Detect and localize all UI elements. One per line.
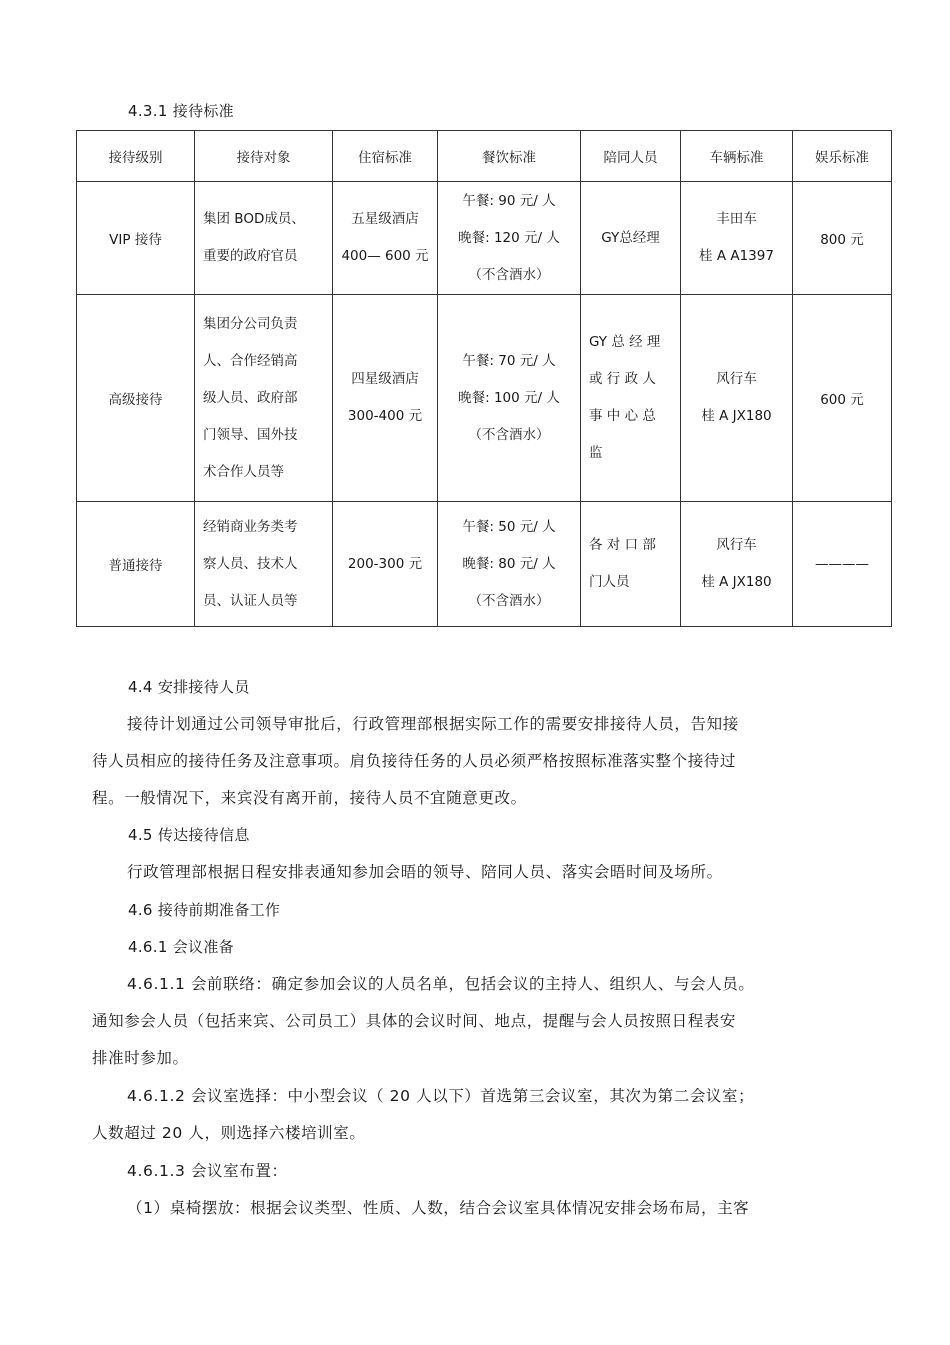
target-line: 重要的政府官员 <box>203 248 298 264</box>
cell-escort <box>581 182 681 295</box>
target-line: 术合作人员等 <box>203 463 284 480</box>
dining-line: （不含酒水） <box>468 426 550 443</box>
cell-level: 高级接待 <box>77 295 195 502</box>
dining-line: 晚餐: 80 元/ 人 <box>462 555 556 572</box>
vehicle-line: 桂 A JX180 <box>701 408 772 424</box>
escort-line: 门人员 <box>589 574 630 590</box>
cell-vehicle <box>681 182 793 295</box>
escort-line: 事 中 心 总 <box>589 408 656 424</box>
cell-level: 普通接待 <box>77 502 195 627</box>
cell-escort <box>581 295 681 502</box>
lodging-line: 200-300 元 <box>347 555 423 572</box>
vehicle-line: 风行车 <box>716 371 757 387</box>
header-dining: 餐饮标准 <box>438 131 581 182</box>
escort-line: GY 总 经 理 <box>589 334 661 350</box>
paragraph-4-6-1-2 <box>92 1078 832 1152</box>
paragraph-line: 接待计划通过公司领导审批后，行政管理部根据实际工作的需要安排接待人员，告知接 <box>127 715 739 733</box>
cell-target <box>195 502 333 627</box>
cell-entertainment: 800 元 <box>793 182 892 295</box>
header-target: 接待对象 <box>195 131 333 182</box>
dining-line: 午餐: 70 元/ 人 <box>462 352 556 369</box>
paragraph-line: 程。一般情况下，来宾没有离开前，接待人员不宜随意更改。 <box>92 789 527 807</box>
paragraph-4-6-1-1 <box>92 966 832 1077</box>
lodging-line: 五星级酒店 <box>351 211 419 227</box>
section-heading-4-4: 4.4 安排接待人员 <box>128 678 250 696</box>
lodging-line: 400— 600 元 <box>341 248 429 264</box>
paragraph-4-6-1-3-item-1 <box>92 1190 832 1227</box>
cell-target <box>195 182 333 295</box>
header-level: 接待级别 <box>77 131 195 182</box>
target-line: 门领导、国外技 <box>203 426 298 443</box>
dining-line: 午餐: 90 元/ 人 <box>462 192 556 209</box>
cell-level: VIP 接待 <box>77 182 195 295</box>
dining-line: 午餐: 50 元/ 人 <box>462 518 556 535</box>
lodging-line: 300-400 元 <box>347 408 423 424</box>
vehicle-line: 风行车 <box>716 537 757 553</box>
vehicle-line: 桂 A JX180 <box>701 574 772 590</box>
vehicle-line: 桂 A A1397 <box>699 248 774 264</box>
cell-vehicle <box>681 502 793 627</box>
target-line: 员、认证人员等 <box>203 592 298 609</box>
header-vehicle: 车辆标准 <box>681 131 793 182</box>
paragraph-line: 人数超过 20 人，则选择六楼培训室。 <box>92 1124 366 1142</box>
dining-line: （不含酒水） <box>468 592 550 609</box>
header-lodging: 住宿标准 <box>333 131 438 182</box>
table-row <box>77 182 892 295</box>
paragraph-4-4 <box>92 706 832 817</box>
table-row <box>77 502 892 627</box>
escort-line: 各 对 口 部 <box>589 537 656 553</box>
cell-lodging <box>333 502 438 627</box>
target-line: 级人员、政府部 <box>203 389 298 406</box>
cell-dining <box>438 182 581 295</box>
dining-line: 晚餐: 100 元/ 人 <box>458 389 560 406</box>
section-heading-4-6: 4.6 接待前期准备工作 <box>128 901 281 919</box>
vehicle-line: 丰田车 <box>716 211 757 227</box>
paragraph-line: 行政管理部根据日程安排表通知参加会晤的领导、陪同人员、落实会晤时间及场所。 <box>127 863 723 881</box>
escort-line: GY总经理 <box>601 229 660 246</box>
cell-target <box>195 295 333 502</box>
table-row <box>77 295 892 502</box>
lodging-line: 四星级酒店 <box>351 371 419 387</box>
paragraph-4-6-1-3 <box>92 1153 832 1190</box>
paragraph-line: 4.6.1.2 会议室选择：中小型会议（ 20 人以下）首选第三会议室，其次为第二会议室； <box>127 1087 755 1105</box>
section-heading-4-5: 4.5 传达接待信息 <box>128 826 250 844</box>
cell-entertainment: 600 元 <box>793 295 892 502</box>
reception-standard-table <box>76 130 892 627</box>
header-entertainment: 娱乐标准 <box>793 131 892 182</box>
escort-line: 监 <box>589 445 603 461</box>
paragraph-line: 4.6.1.1 会前联络：确定参加会议的人员名单，包括会议的主持人、组织人、与会人员。 <box>127 975 755 993</box>
cell-dining <box>438 502 581 627</box>
paragraph-line: 4.6.1.3 会议室布置： <box>127 1162 288 1180</box>
header-escort: 陪同人员 <box>581 131 681 182</box>
target-line: 经销商业务类考 <box>203 518 298 535</box>
table-header-row <box>77 131 892 182</box>
paragraph-line: 待人员相应的接待任务及注意事项。肩负接待任务的人员必须严格按照标准落实整个接待过 <box>92 752 737 770</box>
escort-line: 或 行 政 人 <box>589 371 656 387</box>
cell-vehicle <box>681 295 793 502</box>
target-line: 察人员、技术人 <box>203 555 298 572</box>
cell-lodging <box>333 182 438 295</box>
paragraph-line: （1）桌椅摆放：根据会议类型、性质、人数，结合会议室具体情况安排会场布局，主客 <box>127 1199 750 1217</box>
dining-line: （不含酒水） <box>468 266 550 283</box>
section-heading-4-3-1: 4.3.1 接待标准 <box>128 102 234 120</box>
target-line: 人、合作经销高 <box>203 352 298 369</box>
cell-escort <box>581 502 681 627</box>
paragraph-line: 通知参会人员（包括来宾、公司员工）具体的会议时间、地点，提醒与会人员按照日程表安 <box>92 1012 737 1030</box>
target-line: 集团 BOD成员、 <box>203 211 305 227</box>
cell-entertainment: ———— <box>793 502 892 627</box>
section-heading-4-6-1: 4.6.1 会议准备 <box>128 938 234 956</box>
cell-dining <box>438 295 581 502</box>
dining-line: 晚餐: 120 元/ 人 <box>458 229 560 246</box>
paragraph-4-5 <box>92 854 832 891</box>
paragraph-line: 排准时参加。 <box>92 1049 189 1067</box>
cell-lodging <box>333 295 438 502</box>
target-line: 集团分公司负责 <box>203 315 298 332</box>
